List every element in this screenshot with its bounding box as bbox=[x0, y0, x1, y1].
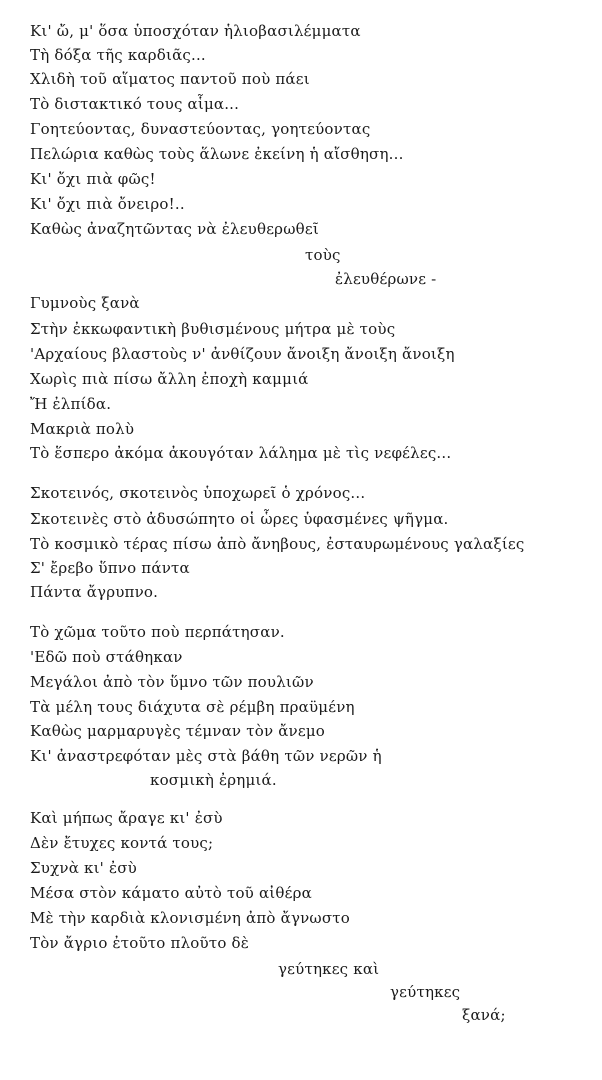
poem-line: Κι' ὤ, μ' ὅσα ὑποσχόταν ἡλιοβασιλέμματα bbox=[30, 22, 361, 40]
poem-line: 'Εδῶ ποὺ στάθηκαν bbox=[30, 648, 183, 666]
poem-line-indented: τοὺς bbox=[305, 246, 341, 264]
poem-line: 'Αρχαίους βλαστοὺς ν' ἀνθίζουν ἄνοιξη ἄνοιξη ἄνοιξη bbox=[30, 345, 455, 363]
poem-line: Μὲ τὴν καρδιὰ κλονισμένη ἀπὸ ἄγνωστο bbox=[30, 909, 351, 927]
poem-line: Μακριὰ πολὺ bbox=[30, 420, 135, 438]
poem-line-indented: κοσμικὴ ἐρημιά. bbox=[150, 771, 277, 789]
poem-line: Σ' ἔρεβο ὕπνο πάντα bbox=[30, 559, 190, 577]
poem-line: Καὶ μήπως ἄραγε κι' ἐσὺ bbox=[30, 809, 223, 827]
poem-line-indented: γεύτηκες bbox=[390, 983, 461, 1001]
poem-line: Τὸ κοσμικὸ τέρας πίσω ἀπὸ ἄνηβους, ἐσταυρωμένους γαλαξίες bbox=[30, 535, 525, 553]
poem-line: Τὸν ἄγριο ἐτοῦτο πλοῦτο δὲ bbox=[30, 934, 250, 952]
poem-line: Τὰ μέλη τους διάχυτα σὲ ρέμβη πραϋμένη bbox=[30, 698, 355, 716]
poem-line: Γυμνοὺς ξανὰ bbox=[30, 294, 140, 312]
poem-line: Καθὼς ἀναζητῶντας νὰ ἐλευθερωθεῖ bbox=[30, 220, 319, 238]
poem-line: Τὸ διστακτικό τους αἷμα... bbox=[30, 95, 240, 113]
poem-line: Καθὼς μαρμαρυγὲς τέμναν τὸν ἄνεμο bbox=[30, 722, 326, 740]
poem-line: Μέσα στὸν κάματο αὐτὸ τοῦ αἰθέρα bbox=[30, 884, 312, 902]
poem-line: Πελώρια καθὼς τοὺς ἅλωνε ἐκείνη ἡ αἴσθηση... bbox=[30, 145, 404, 163]
poem-line-indented: ἐλευθέρωνε - bbox=[335, 270, 437, 288]
poem-line: Συχνὰ κι' ἐσὺ bbox=[30, 859, 137, 877]
poem-line: Ἤ ἐλπίδα. bbox=[30, 395, 112, 413]
poem-line: Χωρὶς πιὰ πίσω ἄλλη ἐποχὴ καμμιά bbox=[30, 370, 309, 388]
poem-line: Χλιδὴ τοῦ αἵματος παντοῦ ποὺ πάει bbox=[30, 70, 310, 88]
poem-line: Στὴν ἐκκωφαντικὴ βυθισμένους μήτρα μὲ τοὺς bbox=[30, 320, 396, 338]
poem-line: Κι' ὄχι πιὰ ὄνειρο!.. bbox=[30, 195, 185, 213]
poem-line: Γοητεύοντας, δυναστεύοντας, γοητεύοντας bbox=[30, 120, 371, 138]
poem-line: Τὴ δόξα τῆς καρδιᾶς... bbox=[30, 46, 206, 64]
poem-line-indented: ξανά; bbox=[462, 1006, 506, 1024]
poem-line: Κι' ἀναστρεφόταν μὲς στὰ βάθη τῶν νερῶν ἡ bbox=[30, 747, 382, 765]
poem-line: Μεγάλοι ἀπὸ τὸν ὕμνο τῶν πουλιῶν bbox=[30, 673, 314, 691]
poem-line: Τὸ χῶμα τοῦτο ποὺ περπάτησαν. bbox=[30, 623, 285, 641]
poem-line: Πάντα ἄγρυπνο. bbox=[30, 583, 159, 601]
poem-line: Σκοτεινός, σκοτεινὸς ὑποχωρεῖ ὁ χρόνος... bbox=[30, 484, 366, 502]
poem-line: Δὲν ἔτυχες κοντά τους; bbox=[30, 834, 214, 852]
poem-line: Κι' ὄχι πιὰ φῶς! bbox=[30, 170, 156, 188]
poem-line: Τὸ ἕσπερο ἀκόμα ἀκουγόταν λάλημα μὲ τὶς νεφέλες... bbox=[30, 444, 452, 462]
poem-line: Σκοτεινὲς στὸ ἀδυσώπητο οἱ ὧρες ὑφασμένες ψῆγμα. bbox=[30, 510, 449, 528]
poem-line-indented: γεύτηκες καὶ bbox=[278, 960, 380, 978]
